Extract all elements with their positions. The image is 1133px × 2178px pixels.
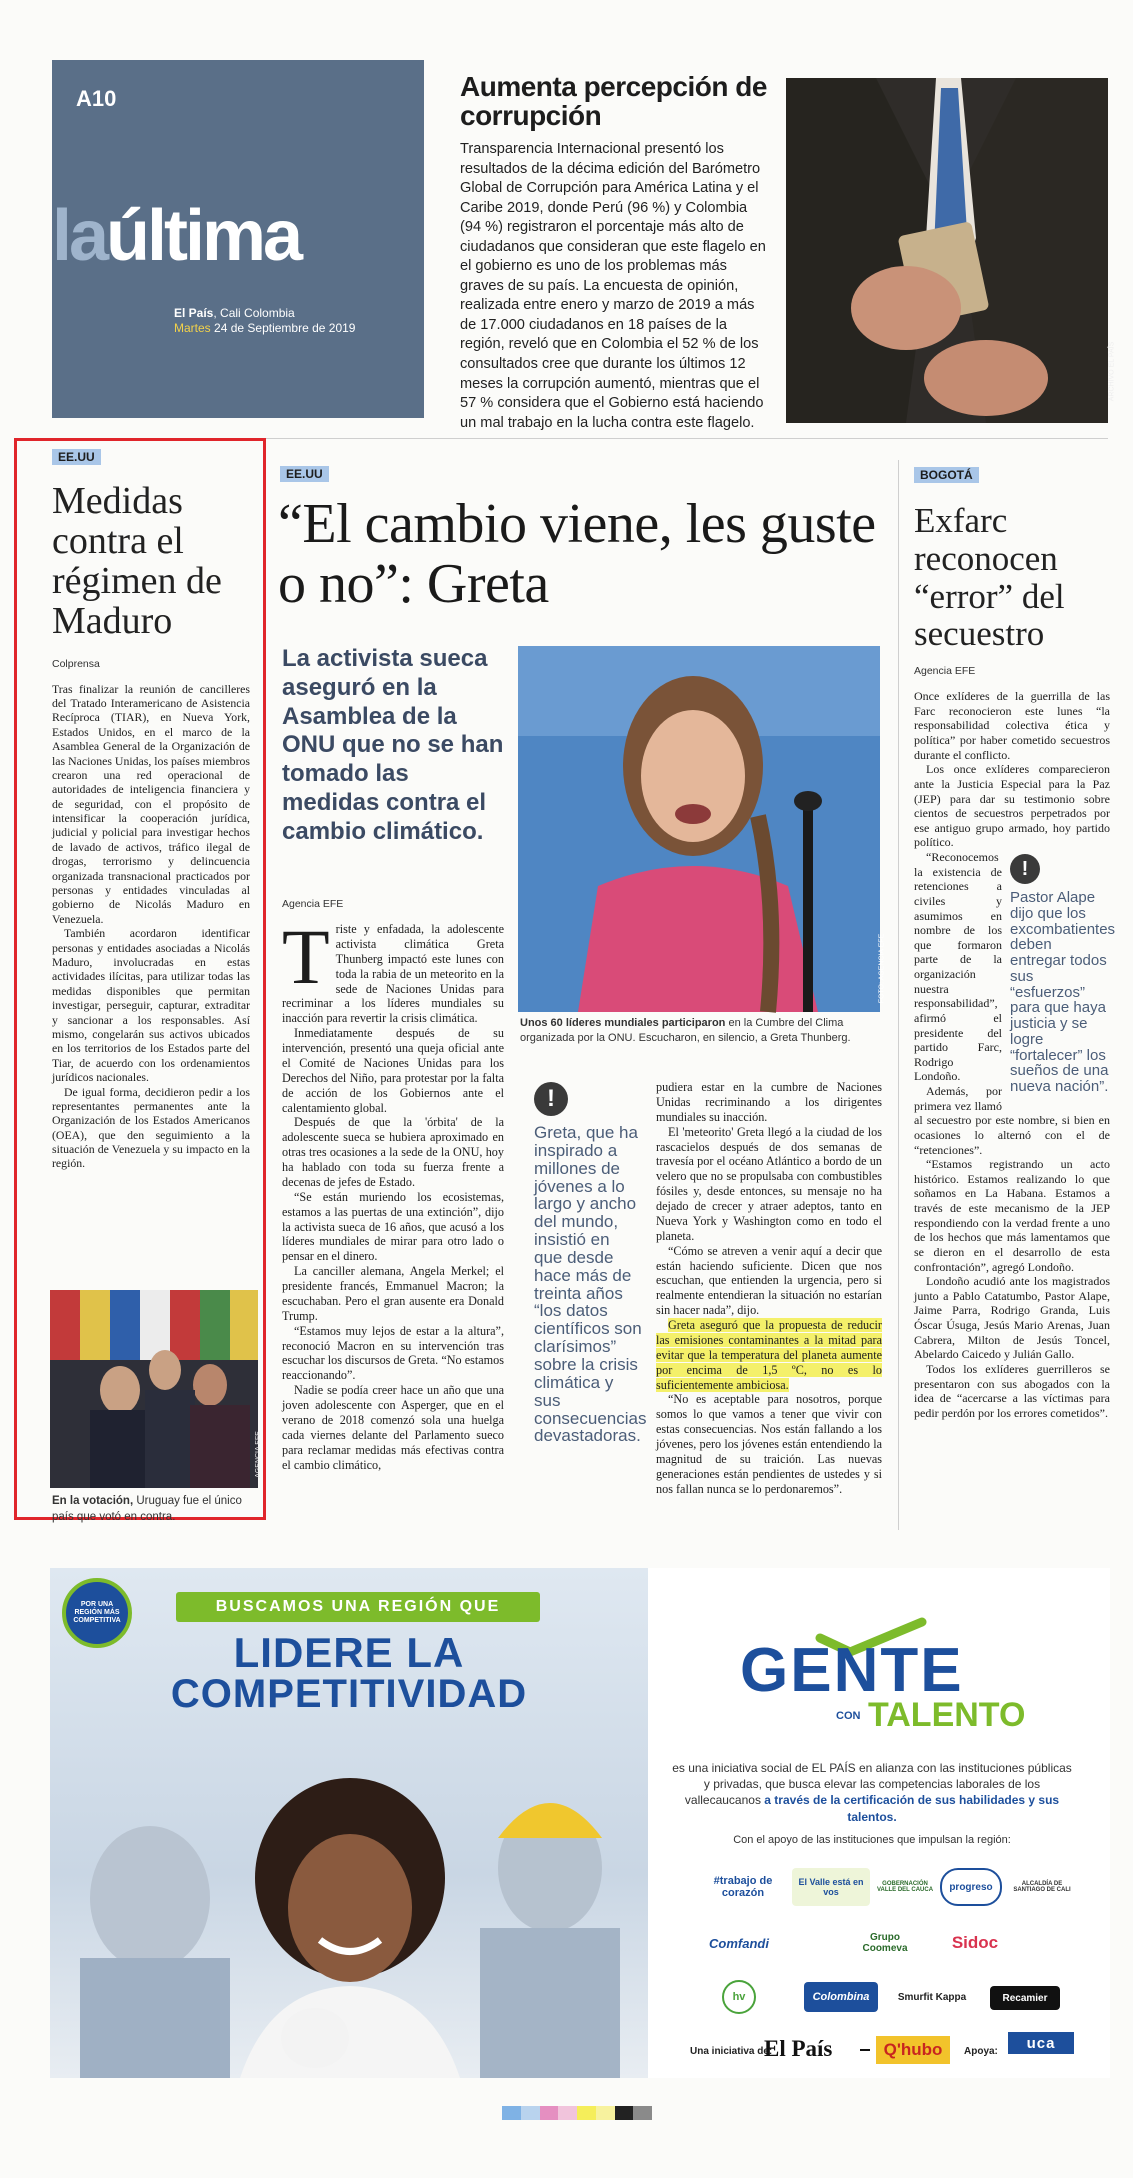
sponsor-logo: Comfandi <box>709 1935 769 1951</box>
main-story-paragraph: Inmediatamente después de su intervención, presentó una queja oficial ante el Comité de Naciones Unidas para los Derechos del Niño, para protestar por la falta de acción de los Gobiernos ante el calentamiento global. <box>282 1026 504 1115</box>
right-story-tag: BOGOTÁ <box>914 467 979 483</box>
masthead-paper: El País <box>174 306 214 320</box>
right-story-source: Agencia EFE <box>914 665 976 678</box>
main-story-column-1 <box>282 913 504 1472</box>
exclamation-icon: ! <box>534 1082 568 1116</box>
main-story-photo-credit: FOTO: AGENCIA EFE <box>877 933 885 1004</box>
ad-elpais-logo: El País <box>764 2036 833 2061</box>
main-story-photo <box>518 646 885 1012</box>
ad-headline-2: COMPETITIVIDAD <box>170 1672 528 1716</box>
main-story-paragraph: “Estamos muy lejos de estar a la altura”, reconoció Macron en su intervención tras escuchar los discursos de Greta. “No estamos reaccionando”. <box>282 1323 504 1383</box>
highlighted-text: Greta aseguró que la propuesta de reducir las emisiones contaminantes a la mitad para evitar que la temperatura del planeta aumente por encima de 1,5 ºC, no es lo suficientemente ambiciosa. <box>656 1318 882 1392</box>
sponsor-logo: ALCALDÍA DE SANTIAGO DE CALI <box>1013 1881 1071 1893</box>
main-story-pullquote-box <box>534 1082 647 1446</box>
left-story-title: Medidas contra el régimen de Maduro <box>52 480 222 642</box>
ad-description-emphasis: a través de la certificación de sus habilidades y sus talentos. <box>764 1793 1060 1824</box>
right-story-paragraph: Los once exlíderes comparecieron ante la Justicia Especial para la Paz (JEP) para dar su testimonio sobre cientos de secuestros perpetrados por ese antiguo grupo armado, hoy partido político. <box>914 762 1110 850</box>
ad-brand-talento: TALENTO <box>868 1696 1026 1734</box>
left-story-caption <box>52 1494 258 1525</box>
main-story-paragraph: “No es aceptable para nosotros, porque somos lo que vamos a tener que vivir con estas consecuencias. Nos están fallando a los jóvenes, pero los jóvenes están entendiendo la magnitud de su traición. Las nuevas generaciones están pendientes de ustedes y si nos fallan nunca se lo perdonaremos”. <box>656 1392 882 1496</box>
main-story-paragraph: “Se están muriendo los ecosistemas, estamos a las puertas de una extinción”, dijo la activista sueca de 16 años, que acusó a los líderes mundiales de mirar para otro lado o pensar en el dinero. <box>282 1189 504 1264</box>
sponsor-logo: hv <box>722 1980 756 2014</box>
ad-support-text: Con el apoyo de las instituciones que impulsan la región: <box>733 1834 1011 1846</box>
left-story-caption-text: Uruguay fue el único país que votó en contra. <box>52 1495 242 1523</box>
right-story-paragraph: Once exlíderes de la guerrilla de las Farc reconocieron este lunes “la responsabilidad colectiva ética y política” por haber cometido secuestros durante el conflicto. <box>914 689 1110 762</box>
main-story-paragraph: “Cómo se atreven a venir aquí a decir que están haciendo suficiente. Dicen que nos escuchan, que entienden la urgencia, pero si realmente entendieran la situación no estarían sin hacer nada”, dijo. <box>656 1243 882 1318</box>
sponsor-logo: progreso <box>940 1868 1002 1906</box>
main-story-caption-bold: Unos 60 líderes mundiales participaron <box>520 1017 726 1029</box>
ad-uca-logo: uca <box>1008 2032 1074 2054</box>
sponsor-logo: GOBERNACIÓN VALLE DEL CAUCA <box>876 1881 934 1893</box>
ad-description <box>672 1760 1072 1825</box>
advertisement <box>50 1568 1110 2078</box>
dropcap: T <box>282 913 330 1000</box>
right-story-paragraph: “Estamos registrando un acto histórico. Estamos realizando lo que soñamos en La Habana. Estamos a través de este mecanismo de la JEP respondiendo con la verdad frente a uno de los hechos que más lamentamos que se dieron en el desarrollo de esta confrontación”, agregó Londoño. <box>914 1157 1110 1274</box>
ad-dash <box>860 2049 870 2051</box>
right-story-pullquote-box <box>1010 854 1116 1096</box>
ad-image-panel <box>50 1568 648 2078</box>
section-logo <box>52 196 301 276</box>
suit-hands-illustration <box>786 78 1108 423</box>
main-story-caption-text: en la Cumbre del Clima organizada por la ONU. Escucharon, en silencio, a Greta Thunberg. <box>520 1017 851 1045</box>
ad-initiative-label: Una iniciativa de: <box>690 2046 773 2057</box>
ad-headline-1: LIDERE LA <box>233 1629 465 1676</box>
top-story-photo <box>786 78 1116 423</box>
main-story-caption <box>520 1016 882 1047</box>
masthead-dateline <box>174 306 355 336</box>
right-story-paragraph: Londoño acudió ante los magistrados junto a Pablo Catatumbo, Pastor Alape, Jaime Parra, Rodrigo Granda, Luis Óscar Úsuga, Jesús Mario Arenas, Juan Cabrera, Milton de Jesús Toncel, Abelardo Caicedo y Julián Gallo. <box>914 1274 1110 1362</box>
main-story-highlight <box>656 1318 882 1392</box>
left-story-paragraph: Tras finalizar la reunión de cancilleres del Tratado Interamericano de Asistencia Recíproca (TIAR), en Nueva York, Estados Unidos, en el marco de la Asamblea General de la Organización de las Naciones Unidas, los países miembros crearon una red operacional de autoridades de inteligencia financiera y de seguridad, con el propósito de intensificar la cooperación jurídica, judicial y policial para investigar hechos de lavado de activos, tráfico ilegal de drogas, terrorismo y delincuencia organizada transnacional practicados por personas y entidades vinculadas al gobierno de Nicolás Maduro en Venezuela. <box>52 681 250 926</box>
section-logo-la: la <box>52 196 107 276</box>
main-story-source: Agencia EFE <box>282 898 344 910</box>
ad-banner: BUSCAMOS UNA REGIÓN QUE <box>176 1592 540 1622</box>
page-number: A10 <box>76 86 117 111</box>
main-story-paragraph: pudiera estar en la cumbre de Naciones Unidas recriminando a los dirigentes mundiales su inacción. <box>656 1080 882 1124</box>
left-story <box>52 448 250 1171</box>
ad-badge-text: POR UNA REGIÓN MÁS COMPETITIVA <box>73 1601 121 1624</box>
sponsor-logo: Smurfit Kappa <box>897 1991 967 2003</box>
ad-brand-con: CON <box>836 1710 861 1722</box>
exclamation-icon: ! <box>1010 854 1040 884</box>
masthead-date: 24 de Septiembre de 2019 <box>214 321 356 335</box>
sponsor-logo: #trabajo de corazón <box>713 1875 773 1899</box>
main-story-column-2 <box>656 1080 882 1497</box>
left-story-photo <box>50 1290 263 1488</box>
main-story-paragraph: El 'meteorito' Greta llegó a la ciudad de los rascacielos después de dos semanas de travesía por el océano Atlántico a bordo de un velero que no se propulsaba con combustibles fósiles y, desde entonces, su mensaje no ha dejado de crecer y atraer adeptos, tanto en Nueva York y Washington como en todo el planeta. <box>656 1124 882 1243</box>
main-story-pullquote: Greta, que ha inspirado a millones de jóvenes a lo largo y ancho del mundo, insistió en que desde hace más de treinta años “los datos científicos son clarísimos” sobre la crisis climática y sus consecuencias devastadoras. <box>534 1123 647 1446</box>
ad-description-text: es una iniciativa social de EL PAÍS en alianza con las instituciones públicas y privadas, que busca elevar las competencias laborales de los vallecaucanos <box>672 1761 1072 1808</box>
ad-brand-gente: GENTE <box>740 1636 964 1705</box>
main-story-tag: EE.UU <box>280 466 329 482</box>
ad-apoya-label: Apoya: <box>964 2046 998 2057</box>
greta-portrait-illustration <box>518 646 880 1012</box>
sponsor-logo: Grupo Coomeva <box>862 1932 908 1954</box>
right-story-paragraph: Además, por primera vez llamó al secuestro por este nombre, si bien en ocasiones lo alternó con el de “retenciones”. <box>914 1084 1110 1157</box>
section-logo-ultima: última <box>106 196 301 276</box>
sponsor-logo: Recamier <box>990 1986 1060 2010</box>
sponsor-logo: Colombina <box>804 1982 878 2012</box>
right-story-paragraph: Todos los exlíderes guerrilleros se presentaron con sus abogados con la idea de “acercarse a las víctimas para pedir perdón por los errores cometidos”. <box>914 1361 1110 1420</box>
top-story-photo-credit: ARCHIVO EL PAÍS <box>1108 341 1116 402</box>
masthead-city: , Cali Colombia <box>213 306 295 320</box>
ad-brand-logo <box>740 1618 1040 1738</box>
column-divider <box>898 460 899 1530</box>
main-story-paragraph: riste y enfadada, la adolescente activista climática Greta Thunberg impactó este lunes con toda la rabia de un meteorito en la sede de Naciones Unidas para recriminar a los líderes mundiales su inacción para revertir la crisis climática. <box>282 922 504 1026</box>
top-story-body: Transparencia Internacional presentó los resultados de la décima edición del Barómetro Global de Corrupción para América Latina y el Caribe 2019, donde Perú (96 %) y Colombia (94 %) registraron el porcentaje más alto de ciudadanos que consideran que este flagelo en el gobierno es uno de los problemas más graves de su país. La encuesta de opinión, realizada entre enero y marzo de 2019 a más de 17.000 ciudadanos en 18 países de la región, reveló que en Colombia el 52 % de los consultados cree que durante los últimos 12 meses la corrupción aumentó, mientras que el 57 % considera que el Gobierno está haciendo un mal trabajo en la lucha contra este flagelo. <box>460 141 766 431</box>
left-story-tag: EE.UU <box>52 449 101 465</box>
left-story-paragraph: De igual forma, decidieron pedir a los representantes permanentes ante la Organización de los Estados Americanos (OEA), que den seguimiento a la situación de Venezuela y su impacto en la región. <box>52 1084 250 1171</box>
ad-qhubo-logo: Q'hubo <box>876 2036 950 2064</box>
main-story-paragraph: Después de que la 'órbita' de la adolescente sueca se hubiera aproximado en otras tres ocasiones a la sede de la ONU, hoy ha hablado con toda su fuerza frente a decenas de jefes de Estado. <box>282 1115 504 1189</box>
masthead-day: Martes <box>174 321 211 335</box>
right-story-paragraph: “Reconocemos la existencia de retenciones a civiles y asumimos en nombre de los que formaron parte de la organización nuestra responsabilidad”, afirmó el presidente del partido Farc, Rodrigo Londoño. <box>914 850 1002 1084</box>
right-story <box>914 466 1116 1420</box>
main-story-paragraph: Nadie se podía creer hace un año que una joven adolescente con Asperger, que en el verano de 2018 comenzó sola una huelga cada viernes delante del Parlamento sueco para reclamar medidas más efectivas contra el cambio climático, <box>282 1383 504 1472</box>
main-story-title: “El cambio viene, les guste o no”: Greta <box>278 493 876 616</box>
left-story-caption-bold: En la votación, <box>52 1495 134 1507</box>
sponsor-logo: Sidoc <box>951 1933 999 1952</box>
right-story-title: Exfarc reconocen “error” del secuestro <box>914 501 1065 654</box>
left-story-source: Colprensa <box>52 657 100 670</box>
left-story-paragraph: También acordaron identificar personas y entidades asociadas a Nicolás Maduro, involucradas en estas actividades ilícitas, para utilizar todas las medidas disponibles que permitan investigar, perseguir, capturar, extraditar y sancionar a los responsables. Así mismo, congelarán sus activos ubicados en los territorios de los Estados parte del Tiar, de acuerdo con los ordenamientos jurídicos nacionales. <box>52 926 250 1085</box>
sponsor-logo: El Valle está en vos <box>792 1868 870 1906</box>
left-story-photo-credit: AGENCIA EFE <box>255 1431 263 1478</box>
top-story-title: Aumenta percepción de corrupción <box>460 71 767 132</box>
right-story-pullquote: Pastor Alape dijo que los excombatientes deben entregar todos sus “esfuerzos” para que haya justicia y se logre “fortalecer” los sueños de una nueva nación”. <box>1010 889 1116 1096</box>
masthead <box>52 60 424 418</box>
vote-meeting-illustration <box>50 1290 258 1488</box>
main-story-paragraph: La canciller alemana, Angela Merkel; el presidente francés, Emmanuel Macron; la escuchaban. Pero el gran ausente era Donald Trump. <box>282 1264 504 1323</box>
main-story-deck: La activista sueca aseguró en la Asamblea de la ONU que no se han tomado las medidas contra el cambio climático. <box>282 645 504 845</box>
color-calibration-strip <box>502 2106 652 2120</box>
